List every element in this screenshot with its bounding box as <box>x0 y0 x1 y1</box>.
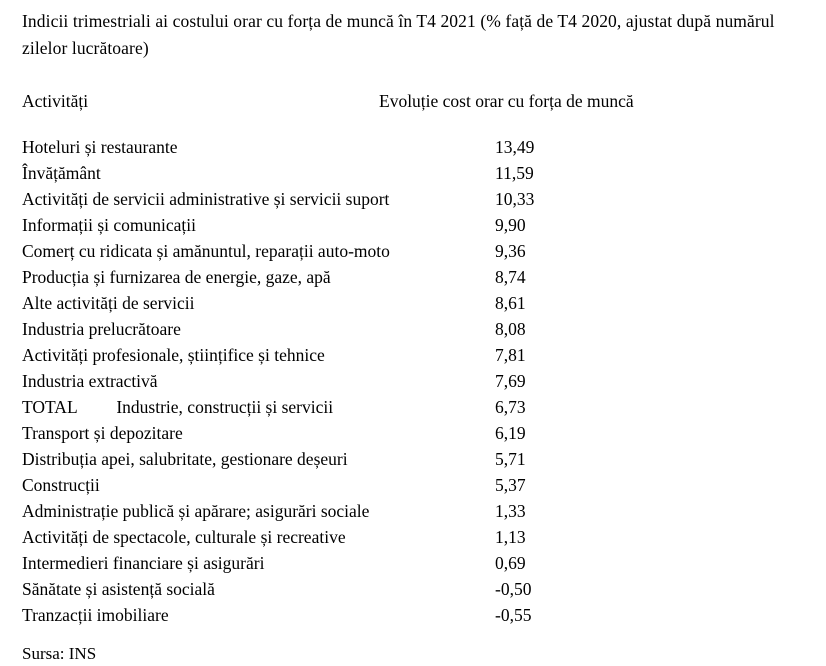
row-evolution-value: 1,33 <box>495 501 526 521</box>
row-activity-label: Sănătate și asistență socială <box>22 579 215 599</box>
row-activity-label: Comerț cu ridicata și amănuntul, reparații auto-moto <box>22 241 390 261</box>
row-evolution-value: 9,36 <box>495 241 526 261</box>
table-row <box>22 264 804 290</box>
data-table-body <box>22 134 804 628</box>
table-row <box>22 342 804 368</box>
row-evolution-value: 0,69 <box>495 553 526 573</box>
table-row <box>22 186 804 212</box>
row-evolution-value: 5,37 <box>495 475 526 495</box>
table-row <box>22 576 804 602</box>
row-activity-label: Distribuția apei, salubritate, gestionare deșeuri <box>22 449 348 469</box>
row-evolution-value: 11,59 <box>495 163 534 183</box>
row-activity-label: Activități de servicii administrative și servicii suport <box>22 189 390 209</box>
row-activity-label: Producția și furnizarea de energie, gaze, apă <box>22 267 331 287</box>
column-header-evolution: Evoluție cost orar cu forța de muncă <box>379 91 634 111</box>
table-row <box>22 368 804 394</box>
row-activity-label: Alte activități de servicii <box>22 293 195 313</box>
row-evolution-value: 5,71 <box>495 449 526 469</box>
row-activity-label: Activități profesionale, științifice și tehnice <box>22 345 325 365</box>
row-activity-label: TOTAL Industrie, construcții și servicii <box>22 397 334 417</box>
row-activity-label: Tranzacții imobiliare <box>22 605 169 625</box>
row-activity-label: Construcții <box>22 475 100 495</box>
row-activity-label: Industria prelucrătoare <box>22 319 181 339</box>
row-activity-label: Activități de spectacole, culturale și recreative <box>22 527 346 547</box>
row-evolution-value: 7,69 <box>495 371 526 391</box>
row-evolution-value: -0,50 <box>495 579 532 599</box>
table-row <box>22 290 804 316</box>
page-title: Indicii trimestriali ai costului orar cu forța de muncă în T4 2021 (% față de T4 2020, ajustat după numărul zilelor lucrătoare) <box>22 11 775 58</box>
row-evolution-value: 9,90 <box>495 215 526 235</box>
table-row <box>22 420 804 446</box>
table-row <box>22 472 804 498</box>
row-evolution-value: 1,13 <box>495 527 526 547</box>
row-evolution-value: 8,74 <box>495 267 526 287</box>
row-activity-label: Informații și comunicații <box>22 215 196 235</box>
row-activity-label: Administrație publică și apărare; asigurări sociale <box>22 501 370 521</box>
row-evolution-value: 8,61 <box>495 293 526 313</box>
column-header-activities: Activități <box>22 91 89 111</box>
table-row <box>22 446 804 472</box>
table-row <box>22 212 804 238</box>
row-evolution-value: -0,55 <box>495 605 532 625</box>
table-row <box>22 498 804 524</box>
table-row <box>22 394 804 420</box>
table-row <box>22 602 804 628</box>
row-evolution-value: 7,81 <box>495 345 526 365</box>
table-row <box>22 134 804 160</box>
table-row <box>22 524 804 550</box>
row-evolution-value: 13,49 <box>495 137 535 157</box>
row-evolution-value: 10,33 <box>495 189 535 209</box>
row-evolution-value: 8,08 <box>495 319 526 339</box>
row-activity-label: Industria extractivă <box>22 371 158 391</box>
row-activity-label: Hoteluri și restaurante <box>22 137 178 157</box>
row-activity-label: Învățământ <box>22 163 101 183</box>
row-evolution-value: 6,19 <box>495 423 526 443</box>
table-row <box>22 316 804 342</box>
row-activity-label: Transport și depozitare <box>22 423 183 443</box>
table-row <box>22 160 804 186</box>
table-row <box>22 550 804 576</box>
table-header-row <box>22 88 804 114</box>
source-note: Sursa: INS <box>22 644 97 663</box>
table-row <box>22 238 804 264</box>
row-evolution-value: 6,73 <box>495 397 526 417</box>
row-activity-label: Intermedieri financiare și asigurări <box>22 553 265 573</box>
